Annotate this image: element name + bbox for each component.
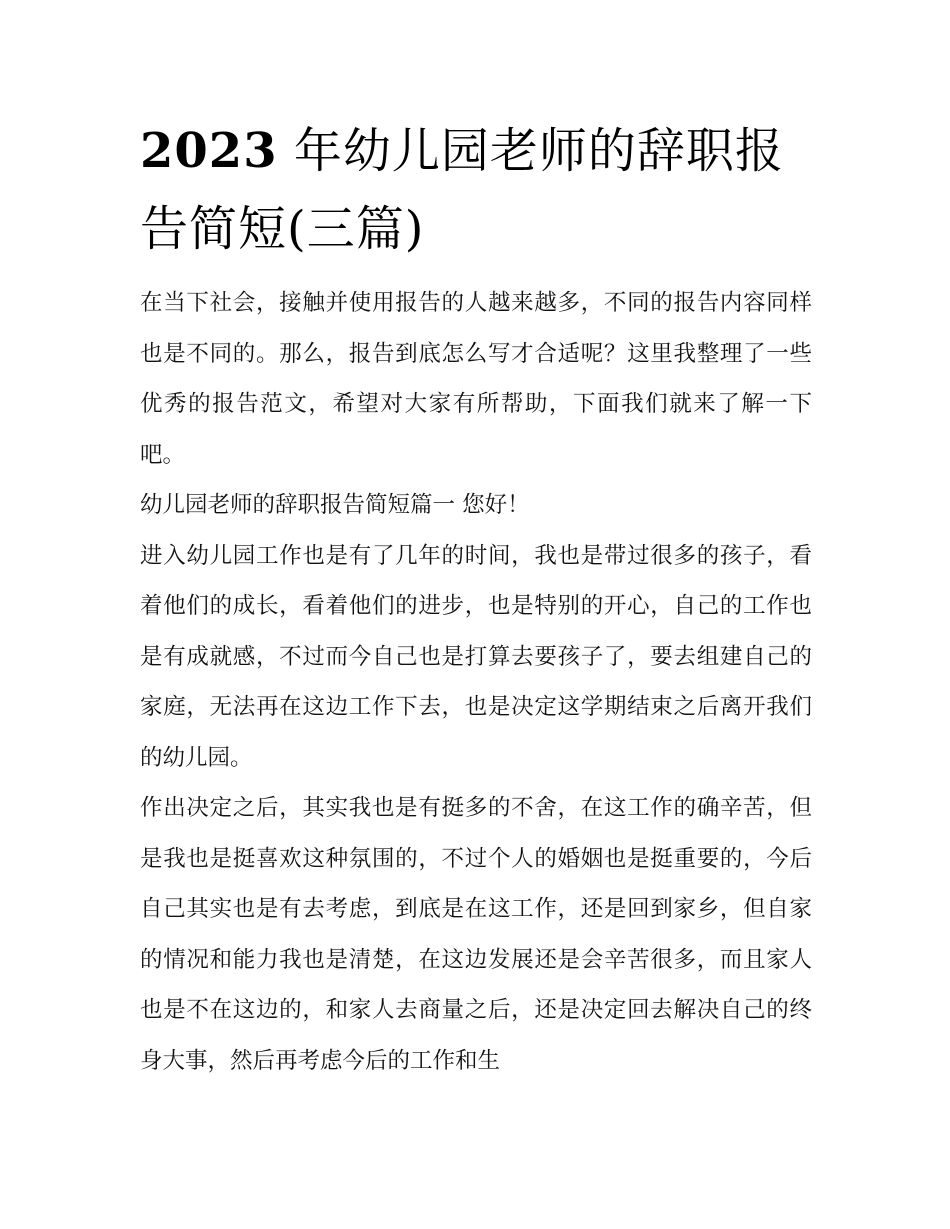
document-body (140, 278, 812, 1086)
body-paragraph: 作出决定之后，其实我也是有挺多的不舍，在这工作的确辛苦，但是我也是挺喜欢这种氛围的，不过个人的婚姻也是挺重要的，今后自己其实也是有去考虑，到底是在这工作，还是回到家乡，但自家的情况和能力我也是清楚，在这边发展还是会辛苦很多，而且家人也是不在这边的，和家人去商量之后，还是决定回去解决自己的终身大事，然后再考虑今后的工作和生 (140, 795, 812, 1074)
title-year: 2023 (140, 123, 278, 179)
body-paragraph: 进入幼儿园工作也是有了几年的时间，我也是带过很多的孩子，看着他们的成长，看着他们的进步，也是特别的开心，自己的工作也是有成就感，不过而今自己也是打算去要孩子了，要去组建自己的家庭，无法再在这边工作下去，也是决定这学期结束之后离开我们的幼儿园。 (140, 542, 812, 771)
title-text: 年幼儿园老师的辞职报告简短(三篇) (140, 123, 784, 257)
intro-paragraph: 在当下社会，接触并使用报告的人越来越多，不同的报告内容同样也是不同的。那么，报告到底怎么写才合适呢？这里我整理了一些优秀的报告范文，希望对大家有所帮助，下面我们就来了解一下吧。 (140, 290, 812, 468)
section-heading-paragraph: 幼儿园老师的辞职报告简短篇一 您好！ (140, 492, 530, 518)
document-title (140, 112, 820, 268)
